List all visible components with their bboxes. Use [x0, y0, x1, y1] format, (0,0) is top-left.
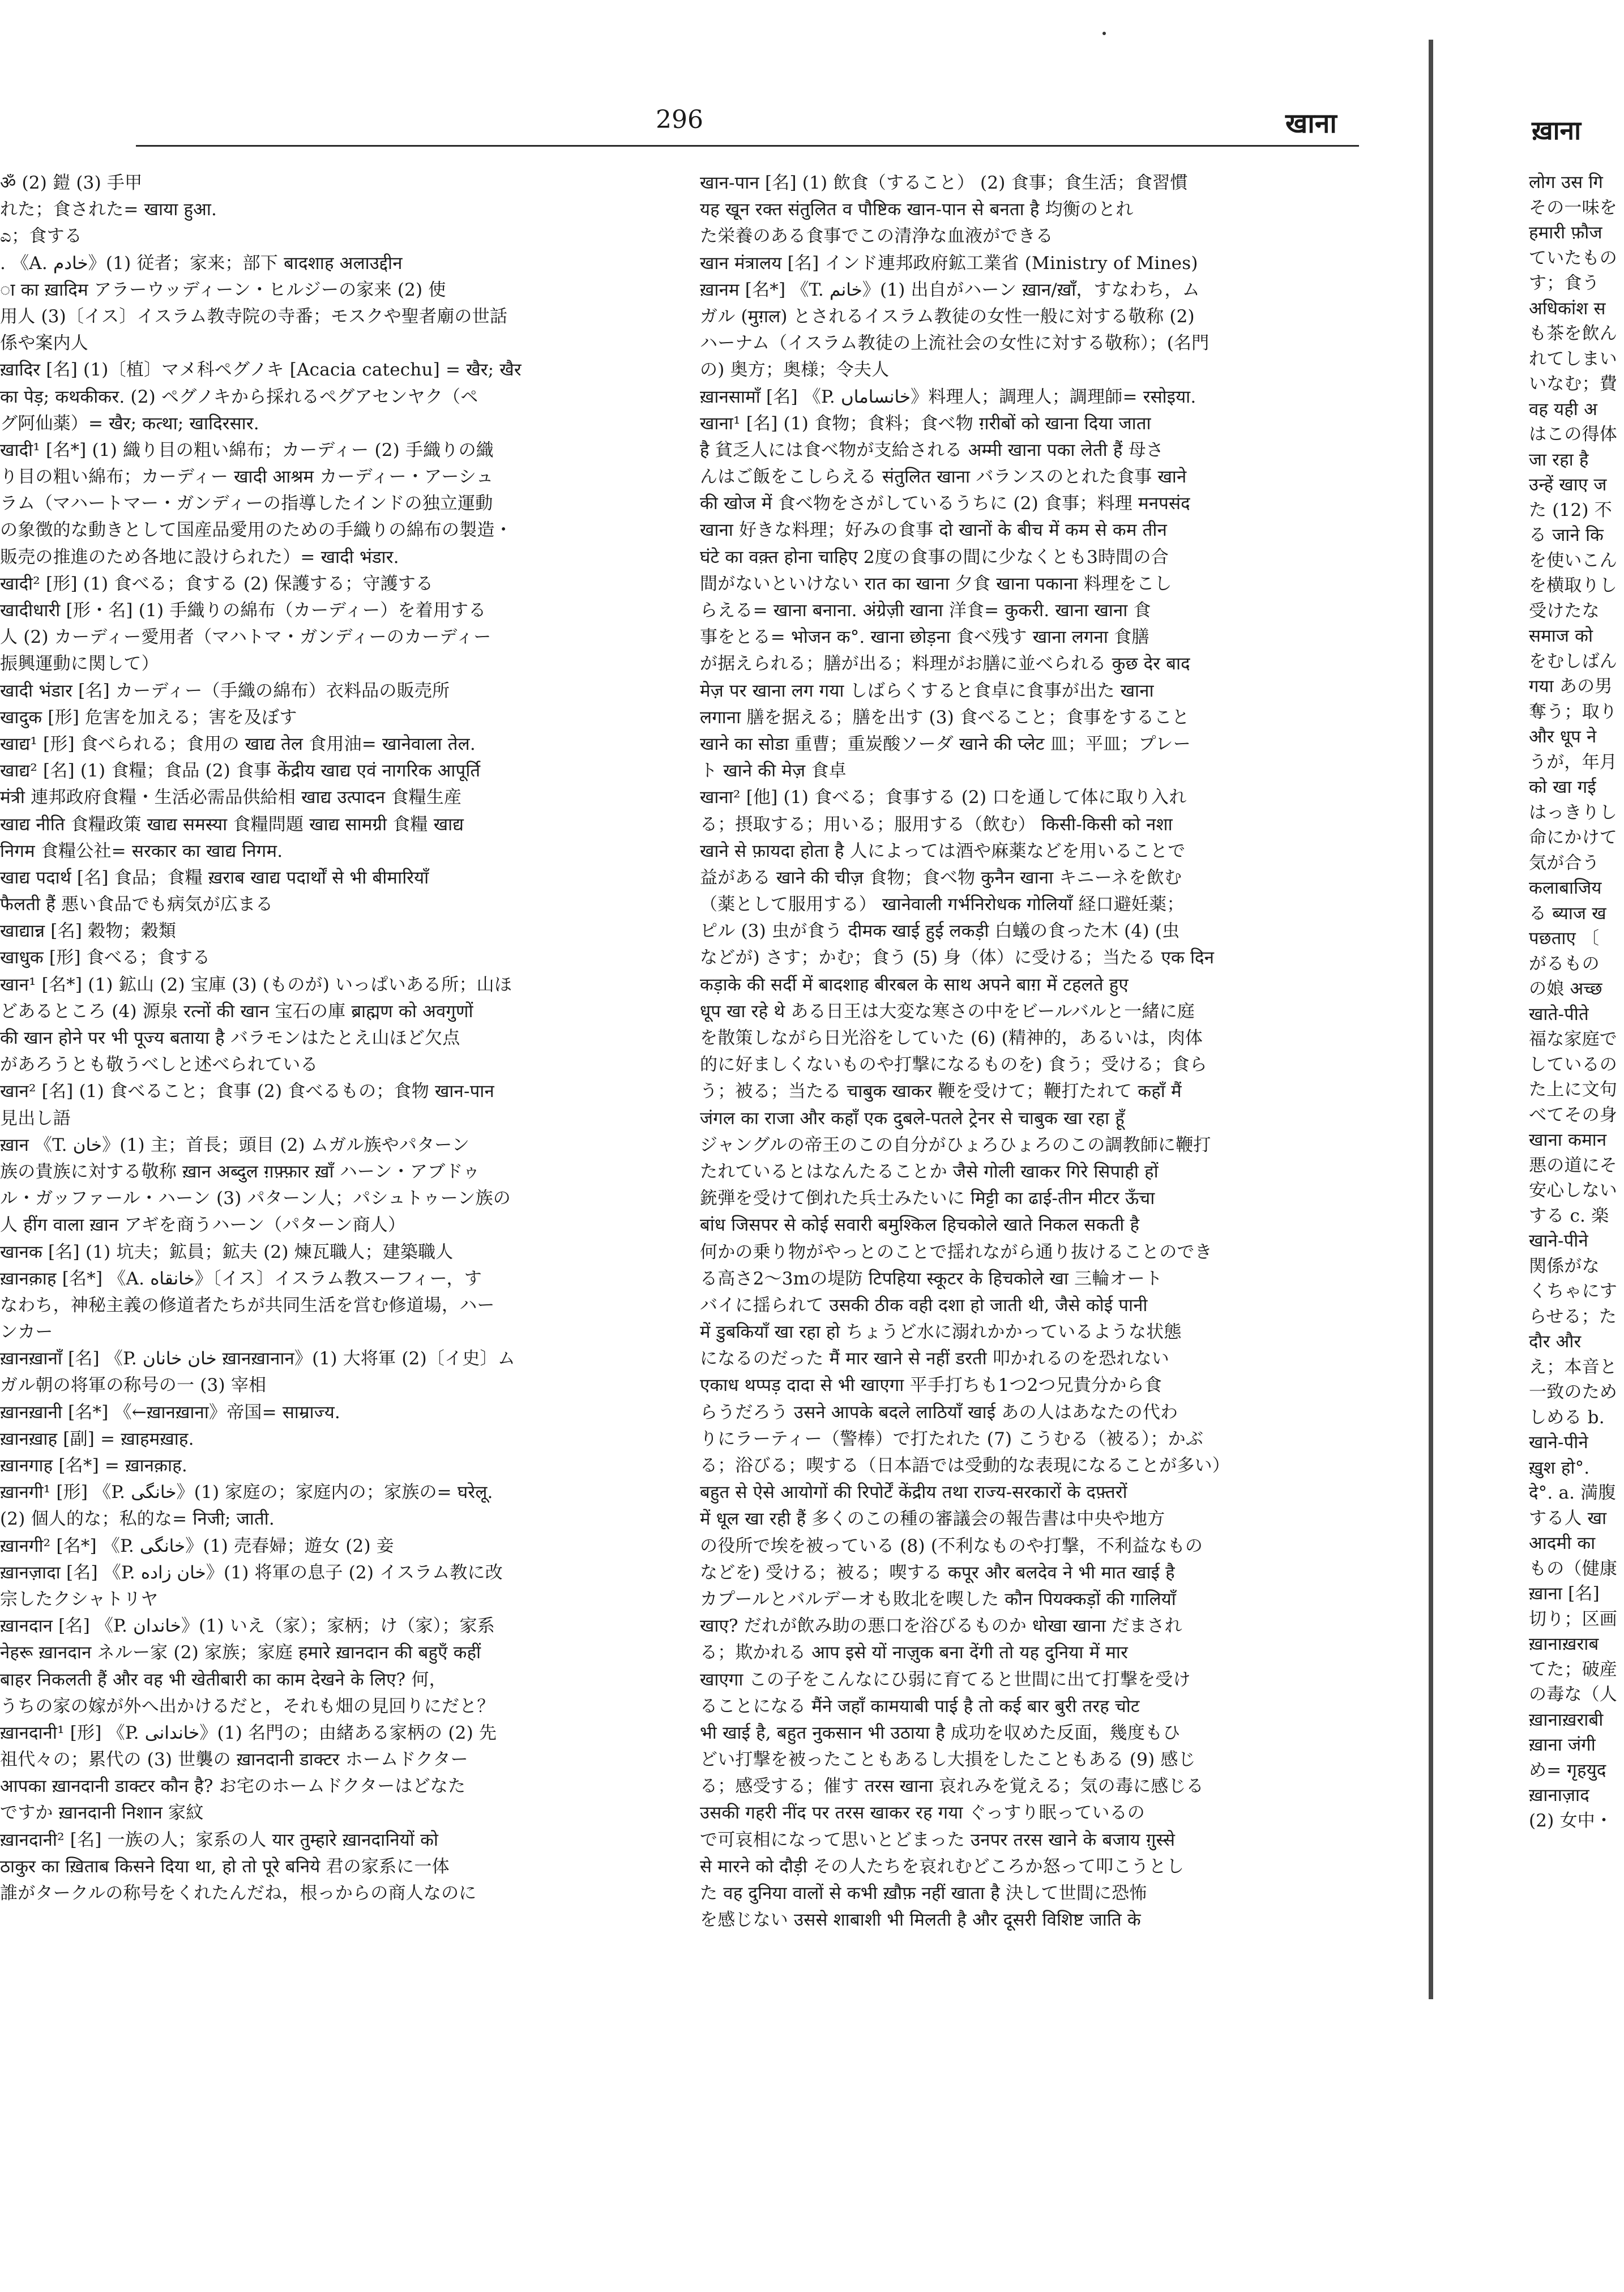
entry-line: मेज़ पर खाना लग गया しばらくすると食卓に食事が出た खाना: [700, 680, 1154, 701]
entry-line: ख़ानदानी¹ [形] 《P. خاندانی》(1) 名門の；由緒ある家柄の (2) 先: [0, 1722, 497, 1743]
entry-line: になるのだった मैं मार खाने से नहीं डरती 叩かれるのを恐れない: [700, 1348, 1169, 1369]
entry-line: た栄養のある食事でこの清浄な血液ができる: [700, 226, 1053, 247]
entry-line-fragment: も茶を飲ん: [1529, 323, 1617, 344]
entry-line-fragment: खाने-पीने: [1529, 1231, 1588, 1251]
entry-line: 振興運動に関して）: [0, 654, 159, 675]
entry-line: る；浴びる；喫する（日本語では受動的な表現になることが多い）: [700, 1456, 1230, 1476]
entry-line: ख़ानक़ाह [名*] 《A. خانقاه》〔イス〕イスラム教スーフィー，す: [0, 1268, 482, 1289]
entry-line: ル・ガッファール・ハーン (3) パターン人；パシュトゥーン族の: [0, 1188, 511, 1209]
entry-line: है 貧乏人には食べ物が支給される अम्मी खाना पका लेती हैं 母さ: [700, 439, 1164, 460]
entry-line: 宗したクシャトリヤ: [0, 1589, 159, 1610]
entry-line: 間がないといけない रात का खाना 夕食 खाना पकाना 料理をこし: [700, 573, 1172, 594]
entry-line: を感じない उससे शाबाशी भी मिलती है और दूसरी विशिष्ट जाति के: [700, 1910, 1141, 1931]
entry-line: どあるところ (4) 源泉 रत्नों की खान 宝石の庫 ब्राह्मण को अवगुणों: [0, 1001, 473, 1022]
entry-line: た वह दुनिया वालों से कभी ख़ौफ़ नहीं खाता है 決して世間に恐怖: [700, 1883, 1147, 1903]
entry-line: ಎ；食する: [0, 226, 82, 247]
running-head: खाना: [1285, 108, 1337, 139]
entry-line: ख़ानख़ानाँ [名] 《P. خان خانان ख़ानख़ानान》(1) 大将軍 (2)〔イ史〕ム: [0, 1348, 515, 1369]
entry-line: 販売の推進のため各地に設けられた）= खादी भंडार.: [0, 547, 399, 567]
entry-line: る；欺かれる आप इसे यों नाज़ुक बना देंगी तो यह दुनिया में मार: [700, 1642, 1129, 1663]
entry-line-fragment: लोग उस गि: [1529, 172, 1604, 193]
entry-line: で可哀相になって思いとどまった उनपर तरस खाने के बजाय ग़ुस्से: [700, 1829, 1176, 1850]
header-rule: [136, 145, 1359, 147]
entry-line: 係や案内人: [0, 333, 88, 354]
entry-line: る高さ2〜3mの堤防 टिपहिया स्कूटर के हिचकोले खा 三輪オート: [700, 1268, 1163, 1289]
entry-line-fragment: 悪の道にそ: [1529, 1155, 1617, 1176]
entry-line: जंगल का राजा और कहाँ एक दुबले-पतले ट्रेनर से चाबुक खा रहा हूँ: [700, 1108, 1125, 1129]
entry-line: घंटे का वक़्त होना चाहिए 2度の食事の間に少なくとも3時間の合: [700, 547, 1169, 567]
entry-line: (2) 個人的な；私的な= निजी; जाती.: [0, 1509, 275, 1530]
entry-line: う；被る；当たる चाबुक खाकर 鞭を受けて；鞭打たれて कहाँ मैं: [700, 1081, 1182, 1102]
entry-line-fragment: の娘 अच्छ: [1529, 979, 1602, 999]
entry-line: ख़ादिर [名] (1)〔植〕マメ科ペグノキ [Acacia catechu] = खैर; खैर: [0, 360, 522, 381]
entry-line: एकाध थप्पड़ दादा से भी खाएगा 平手打ちも1つ2つ兄貴分から食: [700, 1375, 1162, 1396]
entry-line: खादी¹ [名*] (1) 織り目の粗い綿布；カーディー (2) 手織りの織: [0, 439, 494, 460]
entry-line: ジャングルの帝王のこの自分がひょろひょろのこの調教師に鞭打: [700, 1134, 1211, 1155]
entry-line: खाधुक [形] 食べる；食する: [0, 947, 211, 968]
entry-line: 族の貴族に対する敬称 ख़ान अब्दुल ग़फ़्फ़ार ख़ाँ ハーン・アブドゥ: [0, 1161, 480, 1182]
entry-line-fragment: てた；破産: [1529, 1659, 1617, 1680]
entry-line: 用人 (3)〔イス〕イスラム教寺院の寺番；モスクや聖者廟の世話: [0, 306, 508, 327]
entry-line-fragment: 関係がな: [1529, 1256, 1600, 1277]
entry-line-fragment: ख़ाना [名]: [1529, 1584, 1600, 1604]
entry-line: खादी भंडार [名] カーディー（手織の綿布）衣料品の販売所: [0, 680, 450, 701]
entry-line: なわち，神秘主義の修道者たちが共同生活を営む修道場，ハー: [0, 1295, 495, 1316]
entry-line: らうだろう उसने आपके बदले लाठियाँ खाई あの人はあなたの代わ: [700, 1402, 1178, 1423]
entry-line: खान मंत्रालय [名] インド連邦政府鉱工業省 (Ministry of Mines): [700, 253, 1198, 274]
entry-line: लगाना 膳を据える；膳を出す (3) 食べること；食事をすること: [700, 707, 1190, 728]
entry-line-fragment: 一致のため: [1529, 1382, 1617, 1402]
entry-line: 祖代々の；累代の (3) 世襲の ख़ानदानी डाक्टर ホームドクター: [0, 1749, 468, 1770]
entry-line: ख़ानख़ाह [副] = ख़ाहमख़ाह.: [0, 1428, 194, 1449]
entry-line: मंत्री 連邦政府食糧・生活必需品供給相 खाद्य उत्पादन 食糧生産: [0, 787, 462, 808]
entry-line-fragment: もの（健康: [1529, 1558, 1617, 1579]
entry-line-fragment: がるもの: [1529, 953, 1600, 974]
entry-line-fragment: 安心しない: [1529, 1180, 1617, 1201]
entry-line: ख़ानगी¹ [形] 《P. خانگی》(1) 家庭の；家庭内の；家族の= घरेलू.: [0, 1482, 493, 1503]
entry-line: 銃弾を受けて倒れた兵士みたいに मिट्टी का ढाई-तीन मीटर ऊँचा: [700, 1188, 1155, 1209]
entry-line-fragment: しているの: [1529, 1054, 1617, 1075]
entry-line: ख़ानगी² [名*] 《P. خانگی》(1) 売春婦；遊女 (2) 妾: [0, 1535, 394, 1556]
entry-line-fragment: の毒な（人: [1529, 1684, 1617, 1705]
entry-line: ख़ानख़ानी [名*] 《←ख़ानख़ाना》帝国= साम्राज्य.: [0, 1402, 340, 1423]
page-number: 296: [656, 105, 703, 134]
entry-line-fragment: 福な家庭で: [1529, 1029, 1617, 1049]
entry-line-fragment: する c. 楽: [1529, 1205, 1609, 1226]
stray-dot: [1102, 32, 1106, 35]
entry-line: 何かの乗り物がやっとのことで揺れながら通り抜けることのでき: [700, 1241, 1212, 1262]
entry-line: खाद्य¹ [形] 食べられる；食用の खाद्य तेल 食用油= खानेवाला तेल.: [0, 733, 476, 754]
entry-line: . 《A. خادم》(1) 従者；家来；部下 बादशाह अलाउद्दीन: [0, 253, 403, 274]
entry-line: खाना¹ [名] (1) 食物；食料；食べ物 ग़रीबों को खाना दिया जाता: [700, 413, 1151, 434]
entry-line: んはご飯をこしらえる संतुलित खाना バランスのとれた食事 खाने: [700, 467, 1187, 488]
entry-line: りにラーティー（警棒）で打たれた (7) こうむる（被る）；かぶ: [700, 1428, 1204, 1449]
entry-line-fragment: え；本音と: [1529, 1356, 1617, 1377]
entry-line: खादीधारी [形・名] (1) 手織りの綿布（カーディー）を着用する: [0, 600, 486, 621]
entry-line: आपका ख़ानदानी डाक्टर कौन है? お宅のホームドクターはどなた: [0, 1776, 466, 1797]
next-page-running-head: ख़ाना: [1532, 115, 1581, 146]
entry-line-fragment: (2) 女中・: [1529, 1810, 1613, 1831]
entry-line: を散策しながら日光浴をしていた (6) (精神的，あるいは，肉体: [700, 1028, 1203, 1048]
entry-line: り目の粗い綿布；カーディー खादी आश्रम カーディー・アーシュ: [0, 467, 494, 488]
entry-line: की खान होने पर भी पूज्य बताया है バラモンはたとえ山ほど欠点: [0, 1028, 460, 1048]
entry-line-fragment: はっきりし: [1529, 802, 1617, 823]
entry-line: यह खून रक्त संतुलित व पौष्टिक खान-पान से बनता है 均衡のとれ: [700, 199, 1134, 220]
entry-line: 人 हींग वाला ख़ान アギを商うハーン（パターン商人）: [0, 1215, 406, 1236]
entry-line: में धूल खा रही हैं 多くのこの種の審議会の報告書は中央や地方: [700, 1509, 1165, 1530]
entry-line: 事をとる= भोजन क°. खाना छोड़ना 食べ残す खाना लगना 食膳: [700, 627, 1149, 648]
entry-line: 人 (2) カーディー愛用者（マハトマ・ガンディーのカーディー: [0, 627, 492, 648]
entry-line: 誰がタークルの称号をくれたんだね，根っからの商人なのに: [0, 1883, 477, 1903]
entry-line: たれているとはなんたることか जैसे गोली खाकर गिरे सिपाही हों: [700, 1161, 1159, 1182]
entry-line: ख़ानसामाँ [名] 《P. خانساماں》料理人；調理人；調理師= रसोइया.: [700, 386, 1196, 407]
entry-line-fragment: 奪う；取り: [1529, 701, 1617, 722]
entry-line: ठाकुर का ख़िताब किसने दिया था, हो तो पूरे बनिये 君の家系に一体: [0, 1856, 450, 1877]
entry-line: बांध जिसपर से कोई सवारी बमुश्किल हिचकोले खाते निकल सकती है: [700, 1215, 1140, 1236]
entry-line: में डुबकियाँ खा रहा हो ちょうど水に溺れかかっているような状態: [700, 1322, 1182, 1343]
entry-line-fragment: खाते-पीते: [1529, 1004, 1589, 1025]
entry-line-fragment: दे°. a. 満腹: [1529, 1483, 1616, 1503]
entry-line: निगम 食糧公社= सरकार का खाद्य निगम.: [0, 840, 283, 861]
entry-line: बहुत से ऐसे आयोगों की रिपोर्टें केंद्रीय तथा राज्य-सरकारों के दफ़्तरों: [700, 1482, 1127, 1503]
entry-line-fragment: を横取りし: [1529, 575, 1617, 596]
entry-line-fragment: をむしばん: [1529, 651, 1617, 672]
entry-line-fragment: पछताए 〔: [1529, 928, 1600, 949]
entry-line-fragment: いなむ；費: [1529, 374, 1617, 394]
entry-line: का पेड़; कथकीकर. (2) ペグノキから採れるペグアセンヤク（ペ: [0, 386, 478, 407]
entry-line-fragment: べてその身: [1529, 1104, 1617, 1125]
entry-line-fragment: अधिकांश स: [1529, 298, 1606, 319]
entry-line-fragment: ख़ुश हो°.: [1529, 1457, 1590, 1478]
entry-line-fragment: ख़ानाख़राब: [1529, 1634, 1599, 1654]
entry-line: ハーナム（イスラム教徒の上流社会の女性に対する敬称）；(名門: [700, 333, 1210, 354]
entry-line: ख़ानज़ादा [名] 《P. خان زاده》(1) 将軍の息子 (2) イスラム教に改: [0, 1562, 503, 1583]
entry-line: खाद्य नीति 食糧政策 खाद्य समस्या 食糧問題 खाद्य सामग्री 食糧 खाद्य: [0, 814, 464, 835]
left-column: [0, 170, 637, 1907]
entry-line-fragment: खाना कमान: [1529, 1130, 1607, 1150]
entry-line-fragment: को खा गई: [1529, 777, 1596, 797]
entry-line: खाएगा この子をこんなにひ弱に育てると世間に出て打撃を受け: [700, 1669, 1191, 1690]
entry-line-fragment: 気が合う: [1529, 852, 1600, 873]
entry-line: खान² [名] (1) 食べること；食事 (2) 食べるもの；食物 खान-पान: [0, 1081, 494, 1102]
entry-line-fragment: कलाबाजिय: [1529, 878, 1602, 898]
entry-line-fragment: る ब्याज ख: [1529, 903, 1606, 924]
entry-line-fragment: वह यही अ: [1529, 399, 1597, 420]
middle-column: [700, 170, 1351, 1934]
entry-line: खाने से फ़ायदा होता है 人によっては酒や麻薬などを用いることで: [700, 840, 1186, 861]
entry-line: खान¹ [名*] (1) 鉱山 (2) 宝庫 (3) (ものが) いっぱいある所；山ほ: [0, 974, 512, 995]
entry-line: ガル朝の将軍の称号の一 (3) 宰相: [0, 1375, 267, 1396]
entry-line: うちの家の嫁が外へ出かけるだと，それも畑の見回りにだと？: [0, 1696, 495, 1717]
entry-line: खादी² [形] (1) 食べる；食する (2) 保護する；守護する: [0, 573, 434, 594]
entry-line: の役所で埃を被っている (8) (不利なものや打撃，不利益なもの: [700, 1535, 1203, 1556]
next-page-column: [1529, 170, 1624, 1833]
entry-line: कड़ाके की सर्दी में बादशाह बीरबल के साथ अपने बाग़ में टहलते हुए: [700, 974, 1129, 995]
entry-line-fragment: जा रहा है: [1529, 449, 1589, 470]
entry-line: があろうとも敬うべしと述べられている: [0, 1055, 318, 1075]
entry-line: らえる= खाना बनाना. अंग्रेज़ी खाना 洋食= कुकरी. खाना खाना 食: [700, 600, 1151, 621]
entry-line: बाहर निकलती हैं और वह भी खेतीबारी का काम देखने के लिए? 何，: [0, 1669, 447, 1690]
entry-line: खाए? だれが飲み助の悪口を浴びるものか धोखा खाना だまされ: [700, 1616, 1182, 1637]
entry-line: खानक [名] (1) 坑夫；鉱員；鉱夫 (2) 煉瓦職人；建築職人: [0, 1241, 454, 1262]
entry-line: उसकी गहरी नींद पर तरस खाकर रह गया ぐっすり眠っているの: [700, 1803, 1145, 1824]
entry-line: ト खाने की मेज़ 食卓: [700, 761, 847, 782]
entry-line: ることになる मैंने जहाँ कामयाबी पाई है तो कई बार बुरी तरह चोट: [700, 1696, 1140, 1717]
page-gutter: [1429, 40, 1433, 1999]
entry-line-fragment: ख़ाना जंगी: [1529, 1735, 1596, 1755]
entry-line-fragment: うが，年月: [1529, 752, 1617, 772]
entry-line: खाना 好きな料理；好みの食事 दो खानों के बीच में कम से कम तीन: [700, 520, 1167, 541]
entry-line: が据えられる；膳が出る；料理がお膳に並べられる कुछ देर बाद: [700, 654, 1190, 675]
entry-line: खान-पान [名] (1) 飲食（すること） (2) 食事；食生活；食習慣: [700, 173, 1188, 193]
entry-line-fragment: する人 खा: [1529, 1508, 1607, 1529]
entry-line: などを) 受ける；被る；喫する कपूर और बलदेव ने भी मात खाई है: [700, 1562, 1175, 1583]
entry-line: どい打撃を被ったこともあるし大損をしたこともある (9) 感じ: [700, 1749, 1196, 1770]
entry-line: の象徴的な動きとして国産品愛用のための手織りの綿布の製造・: [0, 520, 512, 541]
entry-line-fragment: しめる b.: [1529, 1407, 1605, 1428]
entry-line: नेहरू ख़ानदान ネルー家 (2) 家族；家庭 हमारे ख़ानदान की बहुएँ कहीं: [0, 1642, 481, 1663]
entry-line: खाना² [他] (1) 食べる；食事する (2) 口を通して体に取り入れ: [700, 787, 1187, 808]
entry-line: से मारने को दौड़ी その人たちを哀れむどころか怒って叩こうとし: [700, 1856, 1185, 1877]
entry-line: バイに揺られて उसकी ठीक वही दशा हो जाती थी, जैसे कोई पानी: [700, 1295, 1148, 1316]
entry-line: カプールとバルデーオも敗北を喫した कौन पियक्कड़ों की गालियाँ: [700, 1589, 1176, 1610]
entry-line: 見出し語: [0, 1108, 71, 1129]
entry-line: खादुक [形] 危害を加える；害を及ぼす: [0, 707, 297, 728]
entry-line-fragment: गया あの男: [1529, 676, 1613, 697]
entry-line-fragment: た上に文句: [1529, 1079, 1617, 1100]
entry-line: （薬として服用する） खानेवाली गर्भनिरोधक गोलियाँ 経口避妊薬；: [700, 894, 1185, 915]
entry-line: ख़ानदान [名] 《P. خاندان》(1) いえ（家）；家柄；け（家）；家系: [0, 1616, 495, 1637]
entry-line: れた；食された= खाया हुआ.: [0, 199, 217, 220]
entry-line: 的に好ましくないものや打撃になるものを) 食う；受ける；食ら: [700, 1055, 1207, 1075]
entry-line-fragment: ていたもの: [1529, 247, 1617, 268]
entry-line-fragment: खाने-पीने: [1529, 1432, 1588, 1453]
entry-line-fragment: た (12) 不: [1529, 500, 1612, 520]
entry-line: グ阿仙薬）= खैर; कत्था; खादिरसार.: [0, 413, 259, 434]
entry-line: ा का ख़ादिम アラーウッディーン・ヒルジーの家来 (2) 使: [0, 279, 446, 300]
entry-line: ख़ानगाह [名*] = ख़ानक़ाह.: [0, 1456, 187, 1476]
entry-line: る；摂取する；用いる；服用する（飲む） किसी-किसी को नशा: [700, 814, 1173, 835]
entry-line-fragment: す；食う: [1529, 273, 1600, 293]
entry-line: ンカー: [0, 1322, 53, 1343]
entry-line: ガル (मुग़ल) とされるイスラム教徒の女性一般に対する敬称 (2): [700, 306, 1195, 327]
entry-line-fragment: उन्हें खाए ज: [1529, 475, 1607, 495]
entry-line-fragment: め= गृहयुद: [1529, 1760, 1606, 1781]
entry-line: फैलती हैं 悪い食品でも病気が広まる: [0, 894, 273, 915]
entry-line: ラム（マハートマー・ガンディーの指導したインドの独立運動: [0, 493, 493, 514]
entry-line-fragment: 切り；区画: [1529, 1608, 1617, 1629]
entry-line: 益がある खाने की चीज़ 食物；食べ物 कुनैन खाना キニーネを飲む: [700, 867, 1182, 888]
entry-line-fragment: दौर और: [1529, 1331, 1582, 1352]
entry-line: खाद्यान्न [名] 穀物；穀類: [0, 921, 177, 942]
entry-line: खाद्य पदार्थ [名] 食品；食糧 ख़राब खाद्य पदार्थों से भी बीमारियाँ: [0, 867, 429, 888]
entry-line: खाद्य² [名] (1) 食糧；食品 (2) 食事 केंद्रीय खाद्य एवं नागरिक आपूर्ति: [0, 761, 481, 782]
entry-line-fragment: हमारी फ़ौज: [1529, 223, 1602, 243]
entry-line: खाने का सोडा 重曹；重炭酸ソーダ खाने की प्लेट 皿；平皿；プレー: [700, 733, 1191, 754]
entry-line-fragment: और धूप ने: [1529, 727, 1597, 747]
entry-line: धूप खा रहे थे ある日王は大変な寒さの中をビールバルと一緒に庭: [700, 1001, 1195, 1022]
entry-line: भी खाई है, बहुत नुकसान भी उठाया है 成功を収めた反面，幾度もひ: [700, 1722, 1181, 1743]
entry-line: ॐ (2) 鎧 (3) 手甲: [0, 173, 143, 193]
entry-line-fragment: समाज को: [1529, 626, 1593, 646]
entry-line-fragment: を使いこん: [1529, 550, 1617, 571]
entry-line: की खोज में 食べ物をさがしているうちに (2) 食事；料理 मनपसंद: [700, 493, 1190, 514]
entry-line: の) 奥方；奥様；令夫人: [700, 360, 890, 381]
entry-line-fragment: れてしまい: [1529, 348, 1617, 369]
entry-line: る；感受する；催す तरस खाना 哀れみを覚える；気の毒に感じる: [700, 1776, 1204, 1797]
entry-line-fragment: ख़ानाख़राबी: [1529, 1709, 1604, 1730]
entry-line-fragment: くちゃにす: [1529, 1281, 1617, 1301]
entry-line: などが) さす；かむ；食う (5) 身（体）に受ける；当たる एक दिन: [700, 947, 1215, 968]
entry-line: ख़ानम [名*] 《T. خانم》(1) 出自がハーン ख़ान/ख़ाँ，すなわち，ム: [700, 279, 1200, 300]
entry-line: ピル (3) 虫が食う दीमक खाई हुई लकड़ी 白蟻の食った木 (4) (虫: [700, 921, 1180, 942]
entry-line-fragment: はこの得体: [1529, 424, 1617, 445]
entry-line-fragment: 受けたな: [1529, 600, 1600, 621]
entry-line-fragment: る जाने कि: [1529, 525, 1604, 545]
entry-line: ですか ख़ानदानी निशान 家紋: [0, 1803, 204, 1824]
entry-line-fragment: आदमी का: [1529, 1533, 1596, 1553]
entry-line: ख़ानदानी² [名] 一族の人；家系の人 यार तुम्हारे ख़ानदानियों को: [0, 1829, 439, 1850]
entry-line-fragment: 命にかけて: [1529, 827, 1617, 848]
entry-line: ख़ान 《T. خان》(1) 主；首長；頭目 (2) ムガル族やパターン: [0, 1134, 470, 1155]
entry-line-fragment: らせる；た: [1529, 1306, 1617, 1327]
entry-line-fragment: ख़ानाज़ाद: [1529, 1785, 1589, 1806]
entry-line-fragment: その一味を: [1529, 197, 1617, 218]
